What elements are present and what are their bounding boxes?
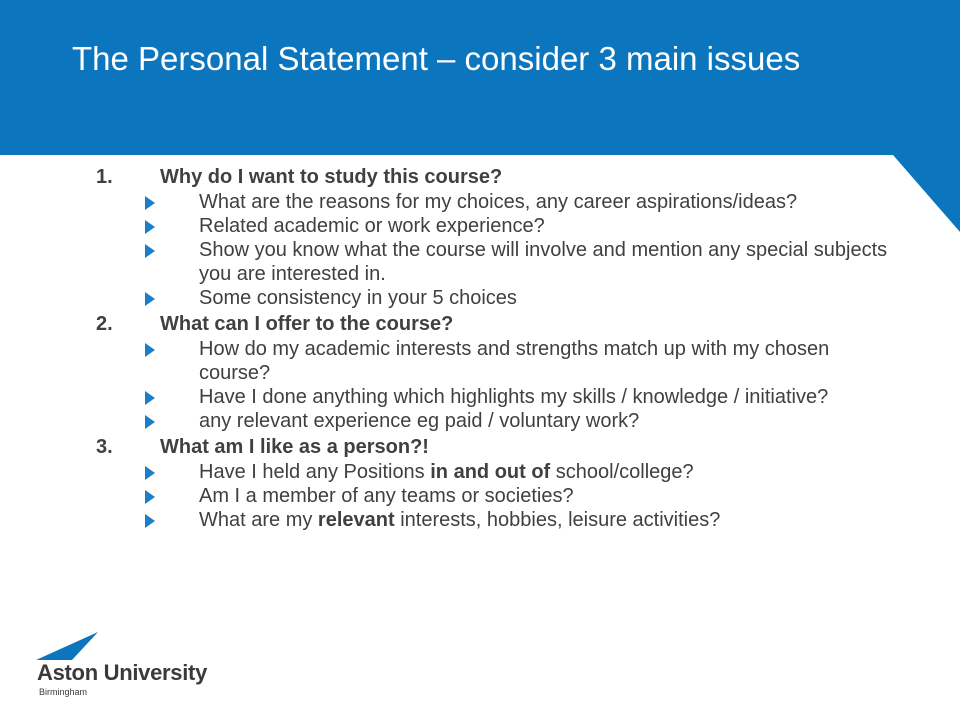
bullet-text: [199, 385, 896, 409]
title-banner: [0, 0, 960, 155]
bullet-text-part: Have I done anything which highlights my skills / knowledge / initiative?: [199, 386, 829, 408]
bullet-item: [96, 286, 896, 310]
bullet-text-part: What are the reasons for my choices, any career aspirations/ideas?: [199, 191, 798, 213]
bullet-arrow-icon: [145, 220, 155, 234]
bullet-arrow-icon: [145, 196, 155, 210]
bullet-text-part: school/college?: [550, 461, 694, 483]
section-number: 3.: [96, 436, 113, 458]
bullet-arrow-icon: [145, 292, 155, 306]
bullet-item: [96, 190, 896, 214]
bullet-item: [96, 484, 896, 508]
logo-city: Birmingham: [39, 687, 88, 697]
bullet-text-part: Show you know what the course will involve and mention any special subjects you are interested in.: [199, 239, 888, 285]
section-number: 1.: [96, 166, 113, 188]
aston-university-logo: [34, 632, 208, 702]
bullet-item: [96, 337, 896, 385]
bullet-text-part: What are my: [199, 509, 318, 531]
bullet-text: [199, 190, 896, 214]
bullet-text-part: Am I a member of any teams or societies?: [199, 485, 574, 507]
bullet-item: [96, 508, 896, 532]
bullet-text: [199, 484, 896, 508]
bullet-text: [199, 508, 896, 532]
bullet-arrow-icon: [145, 490, 155, 504]
bullet-emphasis: relevant: [317, 509, 395, 531]
bullet-item: [96, 214, 896, 238]
bullet-text: [199, 337, 896, 385]
bullet-item: [96, 409, 896, 433]
bullet-arrow-icon: [145, 244, 155, 258]
bullet-arrow-icon: [145, 466, 155, 480]
bullet-text: [199, 214, 896, 238]
section-heading: [96, 435, 896, 460]
section-heading-text: Why do I want to study this course?: [160, 166, 503, 188]
slide-title: The Personal Statement – consider 3 main issues: [72, 40, 801, 77]
bullet-text-part: How do my academic interests and strengths match up with my chosen course?: [199, 338, 830, 384]
bullet-arrow-icon: [145, 343, 155, 357]
bullet-arrow-icon: [145, 415, 155, 429]
bullet-item: [96, 238, 896, 286]
section-heading: [96, 312, 896, 337]
bullet-item: [96, 460, 896, 484]
bullet-text: [199, 409, 896, 433]
bullet-arrow-icon: [145, 514, 155, 528]
bullet-text-part: Have I held any Positions: [199, 461, 431, 483]
bullet-text-part: Some consistency in your 5 choices: [199, 287, 517, 309]
bullet-arrow-icon: [145, 391, 155, 405]
logo-name: Aston University: [37, 660, 208, 685]
section-heading-text: What am I like as a person?!: [160, 436, 429, 458]
bullet-text-part: Related academic or work experience?: [199, 215, 545, 237]
section-heading: [96, 165, 896, 190]
bullet-emphasis: in and out of: [430, 461, 551, 483]
bullet-text: [199, 286, 896, 310]
bullet-text: [199, 238, 896, 286]
aston-triangle-logo-icon: [34, 632, 104, 662]
section-number: 2.: [96, 313, 113, 335]
bullet-text: [199, 460, 896, 484]
slide-body: [96, 163, 896, 532]
section-heading-text: What can I offer to the course?: [160, 313, 454, 335]
bullet-text-part: any relevant experience eg paid / voluntary work?: [199, 410, 640, 432]
bullet-item: [96, 385, 896, 409]
bullet-text-part: interests, hobbies, leisure activities?: [394, 509, 721, 531]
